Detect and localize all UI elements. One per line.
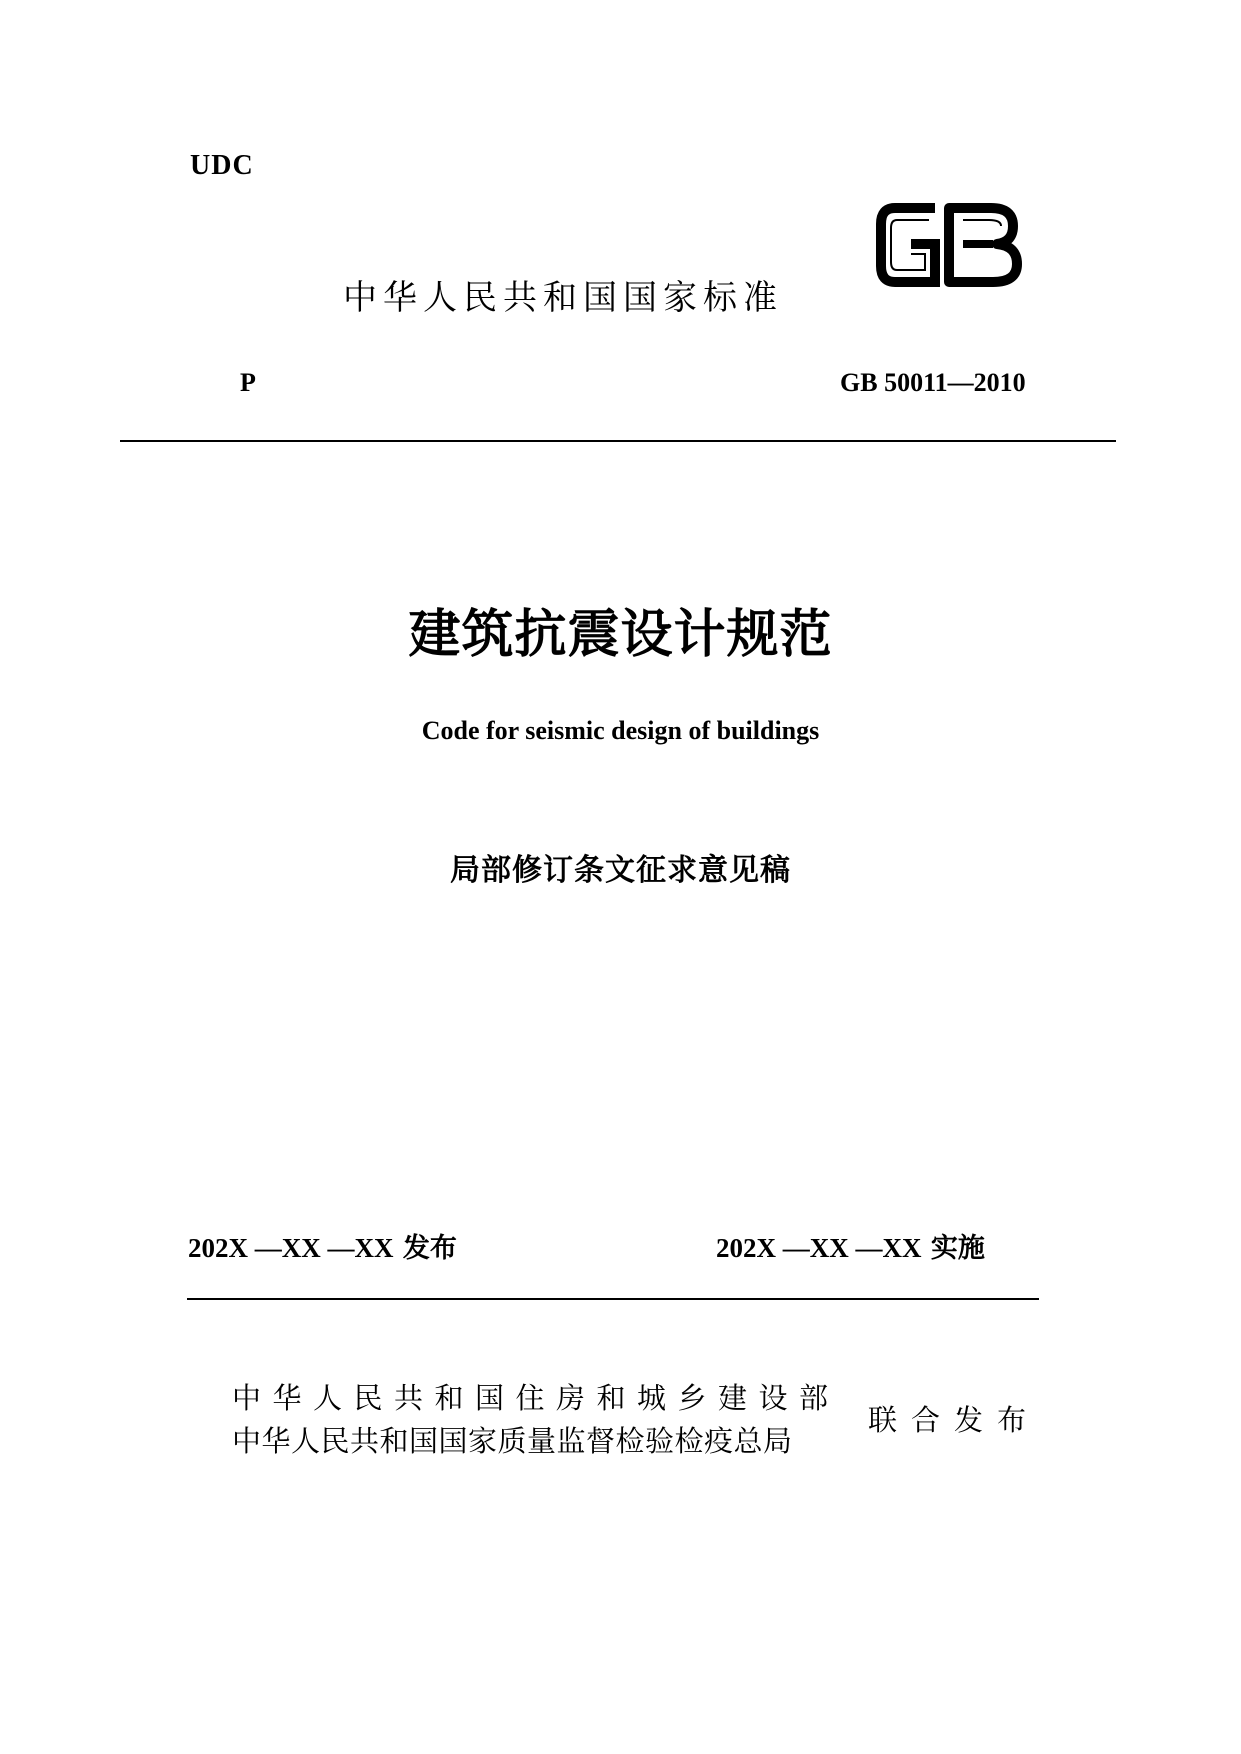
publisher-aqsiq: 中华人民共和国国家质量监督检验检疫总局	[232, 1424, 793, 1458]
gb-logo-icon	[873, 200, 1023, 290]
title-english: Code for seismic design of buildings	[421, 716, 820, 745]
effective-date-value: 202X —XX —XX	[716, 1233, 922, 1263]
issue-date-value: 202X —XX —XX	[188, 1233, 394, 1263]
top-divider	[120, 440, 1116, 442]
standard-number: GB 50011—2010	[840, 368, 1026, 397]
effective-date	[716, 1226, 985, 1265]
draft-label: 局部修订条文征求意见稿	[450, 853, 791, 888]
title-chinese: 建筑抗震设计规范	[408, 605, 833, 665]
issue-date	[188, 1226, 457, 1265]
joint-issue-label: 联合发布	[868, 1403, 1041, 1437]
national-standard-label: 中华人民共和国国家标准	[343, 278, 783, 318]
effective-date-suffix: 实施	[930, 1233, 985, 1264]
classification-code: P	[240, 368, 256, 397]
udc-label: UDC	[190, 150, 254, 181]
gb-logo-g	[881, 208, 935, 282]
issue-date-suffix: 发布	[402, 1233, 457, 1264]
publisher-ministry-housing: 中华人民共和国住房和城乡建设部	[232, 1381, 840, 1415]
gb-logo-b	[949, 208, 1017, 282]
bottom-divider	[187, 1298, 1039, 1300]
